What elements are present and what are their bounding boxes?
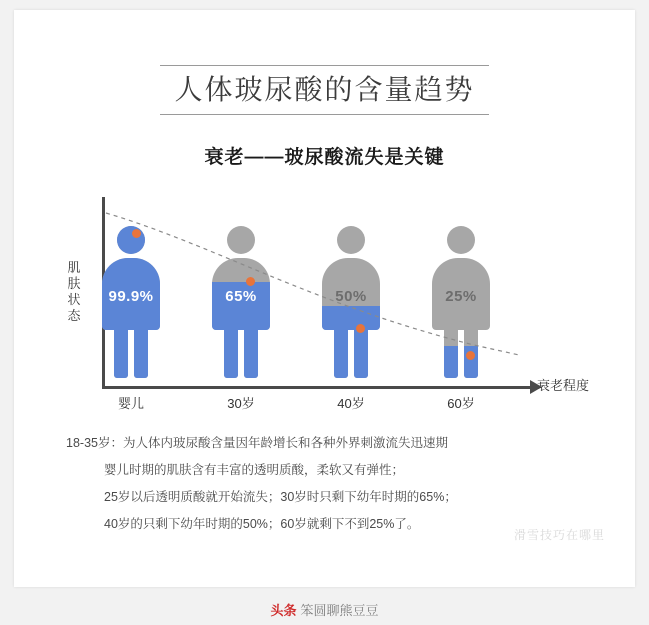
footer-account-name: 笨圆聊熊豆豆 [300,603,379,618]
figure-bar-3 [422,226,500,386]
x-tick-2: 40岁 [337,396,365,411]
figure-bar-1 [202,226,280,386]
x-tick-0: 婴儿 [117,396,144,411]
value-label-3: 25% [445,288,477,305]
x-axis-line [102,386,532,389]
figure-head [337,226,365,254]
value-label-2: 50% [335,288,367,305]
value-label-0: 99.9% [108,288,154,305]
figure-fill-3 [422,346,500,386]
note-line-2: 婴儿时期的肌肤含有丰富的透明质酸，柔软又有弹性； [104,463,405,477]
x-tick-3: 60岁 [447,396,475,411]
watermark: 滑雪技巧在哪里 [513,528,605,542]
page-subtitle: 衰老——玻尿酸流失是关键 [204,147,445,168]
figure-head [227,226,255,254]
note-line-3: 25岁以后透明质酸就开始流失；30岁时只剩下幼年时期的65%； [104,490,457,504]
infographic-card [14,10,635,587]
figure-bar-0 [92,226,170,386]
title-container [14,65,635,115]
footer-attribution [0,600,649,619]
marker-dot-1 [246,277,255,286]
note-line-4: 40岁的只剩下幼年时期的50%；60岁就剩下不到25%了。 [104,517,420,531]
marker-dot-2 [356,324,365,333]
marker-dot-0 [132,229,141,238]
value-label-1: 65% [225,288,257,305]
notes-block [66,430,586,538]
toutiao-logo-icon: 头条 [270,603,297,618]
figure-fill-0 [92,226,170,386]
x-tick-1: 30岁 [227,396,255,411]
figure-head [447,226,475,254]
note-line-1: 18-35岁：为人体内玻尿酸含量因年龄增长和各种外界刺激流失迅速期 [66,436,448,450]
figure-fill-2 [312,306,390,386]
figure-bar-2 [312,226,390,386]
chart-area [14,185,635,420]
marker-dot-3 [466,351,475,360]
x-axis-label: 衰老程度 [537,378,590,393]
y-axis-label: 肌肤状态 [67,260,81,323]
page-title: 人体玻尿酸的含量趋势 [160,65,488,115]
